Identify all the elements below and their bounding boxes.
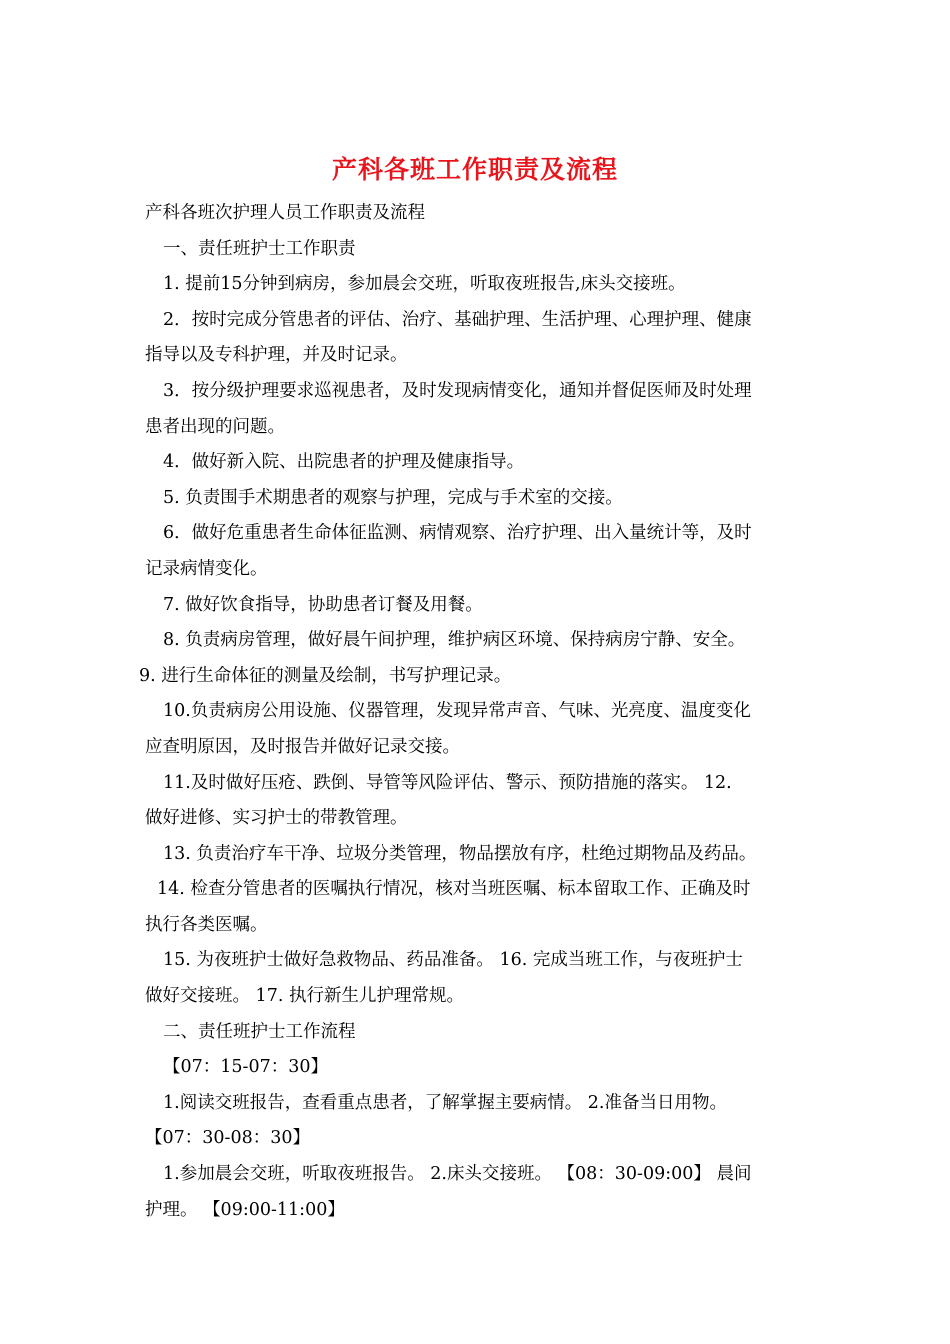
text-line: 9. 进行生命体征的测量及绘制，书写护理记录。	[139, 665, 512, 686]
text-line: 护理。 【09:00-11:00】	[145, 1199, 345, 1220]
text-line: 14. 检查分管患者的医嘱执行情况，核对当班医嘱、标本留取工作、正确及时	[157, 879, 751, 900]
subtitle-line: 产科各班次护理人员工作职责及流程	[145, 203, 425, 223]
text-line: 1.参加晨会交班，听取夜班报告。 2.床头交接班。 【08：30-09:00】 晨间	[163, 1164, 752, 1185]
text-line: 4．做好新入院、出院患者的护理及健康指导。	[163, 452, 525, 473]
text-line: 患者出现的问题。	[145, 416, 285, 437]
text-line: 5. 负责围手术期患者的观察与护理，完成与手术室的交接。	[163, 487, 623, 508]
text-line: 2．按时完成分管患者的评估、治疗、基础护理、生活护理、心理护理、健康	[163, 309, 752, 330]
text-line: 记录病情变化。	[145, 558, 268, 579]
document-body	[139, 196, 810, 1228]
text-line: 6．做好危重患者生命体征监测、病情观察、治疗护理、出入量统计等，及时	[163, 523, 752, 544]
section-heading: 一、责任班护士工作职责	[163, 238, 356, 259]
text-line: 应查明原因，及时报告并做好记录交接。	[145, 736, 460, 757]
text-line: 执行各类医嘱。	[145, 914, 268, 935]
text-line: 指导以及专科护理，并及时记录。	[145, 345, 408, 366]
text-line: 3．按分级护理要求巡视患者，及时发现病情变化，通知并督促医师及时处理	[163, 380, 752, 401]
text-line: 10.负责病房公用设施、仪器管理，发现异常声音、气味、光亮度、温度变化	[163, 701, 751, 722]
time-slot: 【07：15-07：30】	[163, 1057, 328, 1078]
document-title: 产科各班工作职责及流程	[331, 155, 618, 184]
text-line: 13. 负责治疗车干净、垃圾分类管理，物品摆放有序，杜绝过期物品及药品。	[163, 843, 757, 864]
section-heading: 二、责任班护士工作流程	[163, 1021, 356, 1042]
time-slot: 【07：30-08：30】	[145, 1128, 310, 1149]
text-line: 1. 提前15分钟到病房，参加晨会交班，听取夜班报告,床头交接班。	[163, 274, 686, 295]
text-line: 做好交接班。 17. 执行新生儿护理常规。	[145, 986, 464, 1007]
text-line: 11.及时做好压疮、跌倒、导管等风险评估、警示、预防措施的落实。 12.	[163, 772, 732, 793]
text-line: 15. 为夜班护士做好急救物品、药品准备。 16. 完成当班工作，与夜班护士	[163, 950, 743, 971]
text-line: 8. 负责病房管理，做好晨午间护理，维护病区环境、保持病房宁静、安全。	[163, 630, 746, 651]
text-line: 1.阅读交班报告，查看重点患者，了解掌握主要病情。 2.准备当日用物。	[163, 1092, 727, 1113]
text-line: 做好进修、实习护士的带教管理。	[145, 808, 408, 829]
text-line: 7. 做好饮食指导，协助患者订餐及用餐。	[163, 594, 483, 615]
